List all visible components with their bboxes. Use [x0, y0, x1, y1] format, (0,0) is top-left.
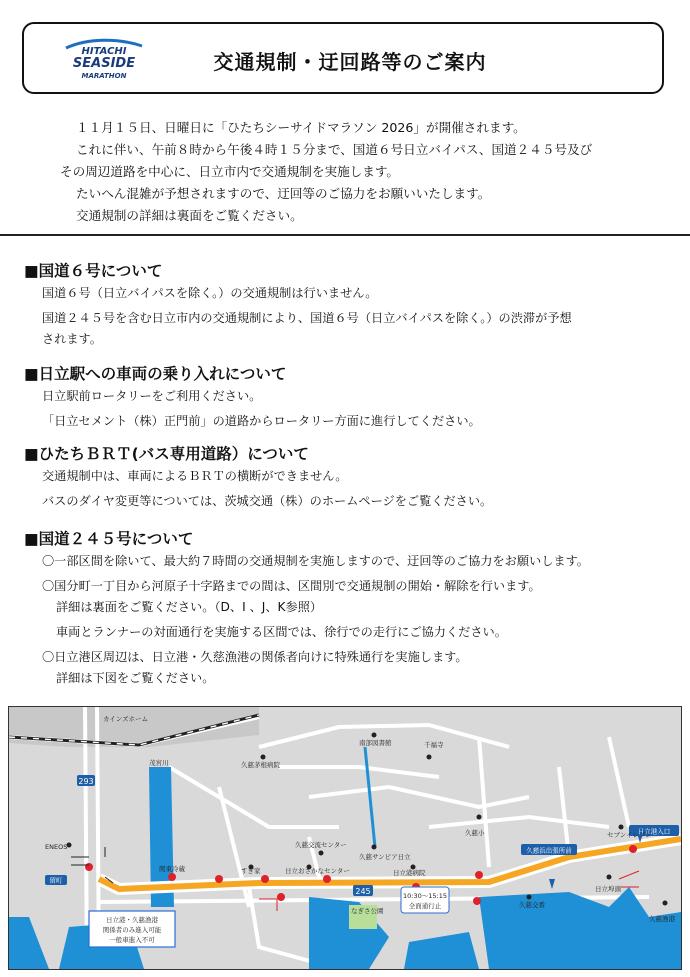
logo-marathon: MARATHON	[81, 72, 127, 80]
label-kujikomyo: 久慈茅根病院	[241, 761, 280, 769]
section-line: 国道６号（日立バイパスを除く。）の交通規制は行いません。	[42, 286, 378, 300]
section-line: 車両とランナーの対面通行を実施する区間では、徐行での走行にご協力ください。	[56, 625, 507, 639]
logo-hitachi: HITACHI	[81, 46, 127, 57]
intro-line: １１月１５日、日曜日に「ひたちシーサイドマラソン 2026」が開催されます。	[76, 120, 526, 135]
label-kuji-koban: 久慈交番	[519, 901, 545, 909]
label-kuji-koryu: 久慈交流センター	[295, 841, 347, 849]
label-moegawa: 茂宮川	[149, 759, 169, 767]
section-heading: ■日立駅への車両の乗り入れについて	[24, 365, 287, 383]
intro-line: その周辺道路を中心に、日立市内で交通規制を実施します。	[60, 164, 400, 179]
section-heading: ■国道６号について	[24, 262, 163, 280]
closure-text: 全面通行止	[408, 902, 442, 910]
label-hitachi-futo: 日立埠頭	[595, 885, 621, 893]
section-line: バスのダイヤ変更等については、茨城交通（株）のホームページをご覧ください。	[42, 494, 493, 508]
section-line: 〇国分町一丁目から河原子十字路までの間は、区間別で交通規制の開始・解除を行います。	[42, 579, 541, 593]
tag-entrance-label: 日立港入口	[637, 827, 671, 836]
section-line: 詳細は裏面をご覧ください。（D、I 、J、K参照）	[56, 600, 323, 614]
tag-kujihama-exit-label: 久慈浜出張所前	[526, 846, 572, 855]
label-hitachi-hosp: 日立港病院	[393, 869, 426, 877]
label-oshakai: 日立おさかなセンター	[285, 867, 350, 875]
label-suzuki: すぎ家	[241, 867, 261, 875]
section-line: 交通規制中は、車両によるＢＲＴの横断ができません。	[42, 469, 348, 483]
route-245-label: 245	[355, 887, 371, 896]
section-line: 〇日立港区周辺は、日立港・久慈漁港の関係者向けに特殊通行を実施します。	[42, 650, 468, 664]
label-kujisho: 久慈小	[465, 829, 485, 837]
area-map	[8, 706, 682, 970]
section-heading: ■国道２４５号について	[24, 530, 194, 548]
intro-text	[60, 117, 660, 227]
label-cainz: カインズホーム	[103, 715, 149, 723]
notice-line: 日立港・久慈漁港	[106, 916, 158, 924]
label-kuji-gyokou: 久慈漁港	[649, 915, 675, 923]
label-seven: セブンイレブン	[607, 831, 652, 839]
notice-line: 一般車進入不可	[109, 936, 155, 944]
intro-line: たいへん混雑が予想されますので、迂回等のご協力をお願いいたします。	[76, 186, 491, 201]
section-heading: ■ひたちＢＲＴ(バス専用道路）について	[24, 445, 309, 463]
label-eneos: ENEOS	[45, 843, 68, 851]
intro-line: これに伴い、午前８時から午後４時１５分まで、国道６号日立バイパス、国道２４５号及び	[76, 142, 593, 157]
label-senjuji: 千福寺	[424, 741, 444, 749]
section-line: されます。	[42, 332, 102, 346]
section-station	[24, 362, 674, 432]
marathon-logo	[58, 36, 150, 86]
section-route245	[24, 527, 674, 689]
label-minamibu: 南部図書館	[359, 739, 392, 747]
page-title: 交通規制・迂回路等のご案内	[213, 50, 487, 74]
tag-rupa-label: 留町	[49, 876, 63, 885]
section-brt	[24, 442, 674, 512]
closure-time: 10:30～15:15	[403, 892, 447, 900]
section-route6	[24, 259, 674, 350]
section-line: 〇一部区間を除いて、最大約７時間の交通規制を実施しますので、迂回等のご協力をお願いします。	[42, 554, 589, 568]
label-nagisa: なぎさ公園	[351, 907, 384, 915]
notice-line: 関係者のみ進入可能	[102, 926, 162, 934]
label-sunpia: 久慈サンピア日立	[359, 853, 411, 861]
section-line: 詳細は下図をご覧ください。	[56, 671, 215, 685]
section-line: 「日立セメント（株）正門前」の道路からロータリー方面に進行してください。	[42, 414, 481, 428]
intro-line: 交通規制の詳細は裏面をご覧ください。	[76, 208, 303, 223]
section-divider	[0, 234, 690, 236]
route-293-label: 293	[78, 777, 94, 786]
section-line: 国道２４５号を含む日立市内の交通規制により、国道６号（日立バイパスを除く。）の渋滞が予想	[42, 311, 572, 325]
section-line: 日立駅前ロータリーをご利用ください。	[42, 389, 262, 403]
logo-seaside: SEASIDE	[72, 56, 136, 71]
label-kanto: 関東冷蔵	[159, 865, 185, 873]
